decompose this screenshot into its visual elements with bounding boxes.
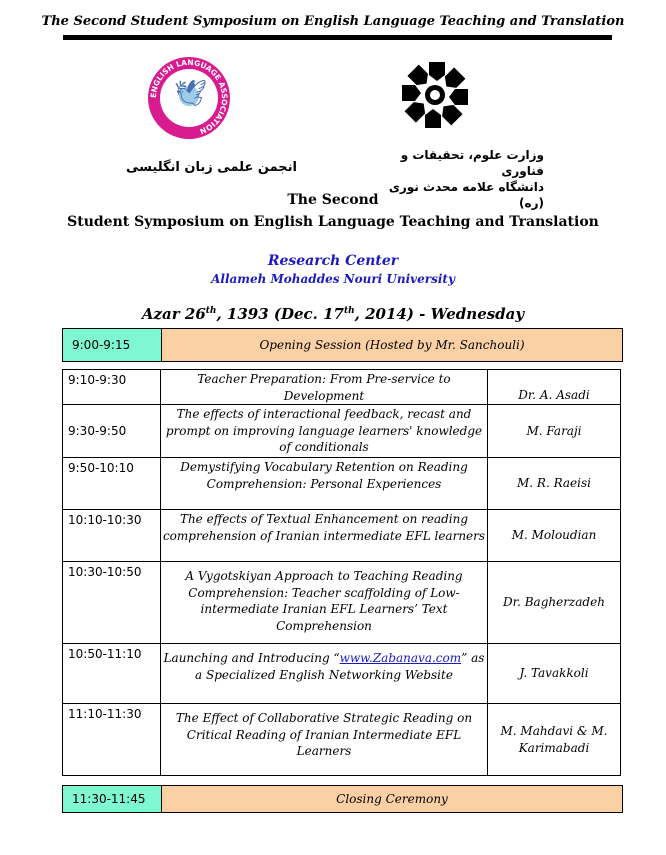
logo-inner [160,69,218,127]
slot-topic: A Vygotskiyan Approach to Teaching Reading Comprehension: Teacher scaffolding of Low-intermediate Iranian EFL Learners’ Text Comprehension [161,562,488,644]
research-center: Research Center [267,253,399,269]
table-row [63,405,621,458]
dove-icon: 🕊 [174,79,208,109]
ministry-caption-line2: دانشگاه علامه محدث نوری (ره) [388,180,544,210]
slot-time: 11:10-11:30 [63,704,161,776]
slot-topic: The effects of Textual Enhancement on reading comprehension of Iranian intermediate EFL learners [161,510,488,562]
closing-name: Closing Ceremony [162,786,622,812]
slot-speaker: M. Faraji [488,405,621,458]
slot-speaker: M. Mahdavi & M. Karimabadi [488,704,621,776]
svg-text:ENGLISH LANGUAGE ASSOCIATION: ENGLISH LANGUAGE ASSOCIATION [148,57,230,136]
table-row [63,644,621,704]
slot-speaker: J. Tavakkoli [488,644,621,704]
opening-session-row [62,328,623,362]
slot-speaker: M. R. Raeisi [488,458,621,510]
english-association-logo [148,57,230,139]
opening-time: 9:00-9:15 [63,329,162,361]
university-name: Allameh Mohaddes Nouri University [211,272,455,286]
slot-time: 9:10-9:30 [63,370,161,405]
association-caption: انجمن علمی زبان انگلیسی [126,160,297,175]
zabanava-link[interactable]: www.Zabanava.com [339,651,462,665]
slot-time: 10:30-10:50 [63,562,161,644]
ministry-star-logo [400,60,470,130]
slot-topic: The effects of interactional feedback, recast and prompt on improving language learners' knowledge of conditionals [161,405,488,458]
closing-session-row [62,785,623,813]
table-row [63,562,621,644]
schedule-table [62,369,621,776]
table-row [63,704,621,776]
slot-speaker: M. Moloudian [488,510,621,562]
table-row [63,370,621,405]
slot-speaker: Dr. A. Asadi [488,370,621,405]
header-rule [63,35,612,40]
slot-time: 9:50-10:10 [63,458,161,510]
slot-time: 10:10-10:30 [63,510,161,562]
title-line1: The Second [287,192,379,208]
ministry-caption-line1: وزارت علوم، تحقیقات و فناوری [400,148,544,178]
slot-topic: Demystifying Vocabulary Retention on Reading Comprehension: Personal Experiences [161,458,488,510]
opening-name: Opening Session (Hosted by Mr. Sanchouli) [162,329,622,361]
table-row [63,458,621,510]
slot-speaker: Dr. Bagherzadeh [488,562,621,644]
title-line2: Student Symposium on English Language Teaching and Translation [67,214,599,230]
table-row [63,510,621,562]
slot-topic: Launching and Introducing “www.Zabanava.com” as a Specialized English Networking Website [161,644,488,704]
slot-time: 9:30-9:50 [63,405,161,458]
slot-time: 10:50-11:10 [63,644,161,704]
slot-topic: The Effect of Collaborative Strategic Reading on Critical Reading of Iranian Intermediate EFL Learners [161,704,488,776]
event-date: Azar 26th, 1393 (Dec. 17th, 2014) - Wednesday [141,305,525,323]
closing-time: 11:30-11:45 [63,786,162,812]
slot-topic: Teacher Preparation: From Pre-service to Development [161,370,488,405]
running-title: The Second Student Symposium on English Language Teaching and Translation [41,14,625,29]
